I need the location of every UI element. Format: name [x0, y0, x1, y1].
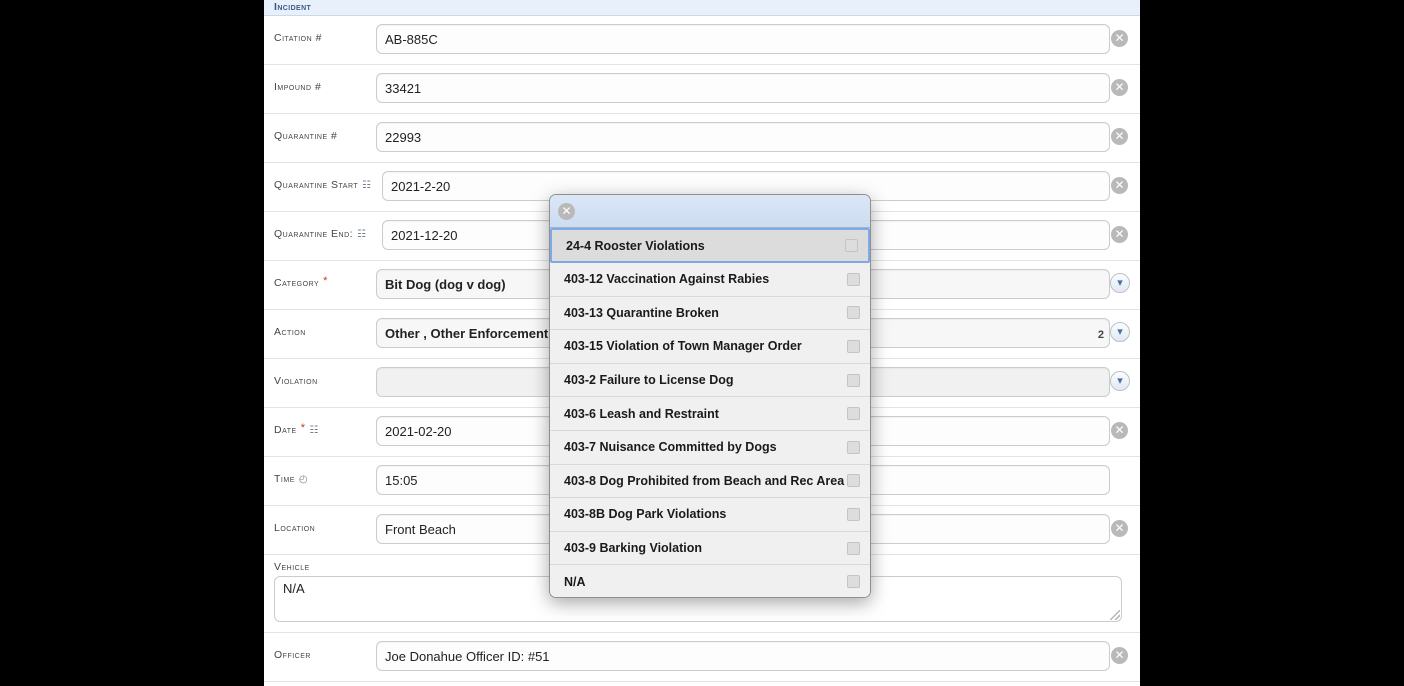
picker-option-label: 403-8 Dog Prohibited from Beach and Rec Area — [564, 473, 845, 488]
picker-option[interactable] — [550, 397, 870, 431]
checkbox-icon[interactable] — [847, 474, 860, 487]
checkbox-icon[interactable] — [847, 508, 860, 521]
field-row-citation — [264, 16, 1140, 65]
calendar-icon[interactable]: ☷ — [357, 229, 367, 240]
label-text: Officer — [274, 649, 311, 661]
clear-icon[interactable]: ✕ — [1111, 128, 1128, 145]
picker-option-label: 403-8B Dog Park Violations — [564, 507, 727, 522]
section-header-incident: Incident — [264, 0, 1140, 16]
picker-option-label: 403-6 Leash and Restraint — [564, 406, 719, 421]
label-text: Date — [274, 424, 297, 436]
field-label-action — [264, 310, 376, 338]
quarantine-start-input[interactable]: 2021-2-20 — [382, 171, 1110, 201]
picker-option-label: 403-7 Nuisance Committed by Dogs — [564, 440, 777, 455]
violation-picker-popup — [549, 194, 871, 598]
field-label-impound — [264, 65, 376, 93]
picker-option-label: 403-12 Vaccination Against Rabies — [564, 272, 770, 287]
field-label-quarantine-start — [264, 163, 382, 191]
label-text: Quarantine # — [274, 130, 338, 142]
clear-icon[interactable]: ✕ — [1111, 177, 1128, 194]
checkbox-icon[interactable] — [847, 575, 860, 588]
clear-icon[interactable]: ✕ — [1111, 79, 1128, 96]
field-label-quarantine-end — [264, 212, 382, 240]
picker-option[interactable] — [550, 498, 870, 532]
checkbox-icon[interactable] — [847, 441, 860, 454]
field-control-officer — [376, 633, 1140, 679]
checkbox-icon[interactable] — [845, 239, 858, 252]
picker-option[interactable] — [550, 431, 870, 465]
field-row-officer — [264, 633, 1140, 682]
chevron-down-icon[interactable]: ▾ — [1110, 273, 1130, 293]
clock-icon[interactable]: ◴ — [298, 474, 309, 485]
location-input[interactable]: Front Beach — [376, 514, 1110, 544]
category-select[interactable]: Bit Dog (dog v dog) — [376, 269, 1110, 299]
checkbox-icon[interactable] — [847, 407, 860, 420]
action-select[interactable]: Other , Other Enforcement — [376, 318, 1110, 348]
officer-input[interactable]: Joe Donahue Officer ID: #51 — [376, 641, 1110, 671]
quarantine-number-input[interactable]: 22993 — [376, 122, 1110, 152]
label-text: Quarantine End: — [274, 228, 354, 240]
picker-option[interactable] — [550, 330, 870, 364]
field-row-quarantine-number — [264, 114, 1140, 163]
impound-input[interactable]: 33421 — [376, 73, 1110, 103]
citation-input[interactable]: AB-885C — [376, 24, 1110, 54]
picker-option-list[interactable] — [550, 228, 870, 598]
picker-option-label: 403-2 Failure to License Dog — [564, 373, 734, 388]
field-control-quarantine-number — [376, 114, 1140, 160]
picker-header — [550, 195, 870, 228]
field-label-quarantine-number — [264, 114, 376, 142]
field-row-impound — [264, 65, 1140, 114]
date-input[interactable]: 2021-02-20 — [376, 416, 1110, 446]
vehicle-textarea[interactable]: N/A — [274, 576, 1122, 622]
clear-icon[interactable]: ✕ — [1111, 647, 1128, 664]
checkbox-icon[interactable] — [847, 273, 860, 286]
field-control-impound — [376, 65, 1140, 111]
field-control-citation — [376, 16, 1140, 62]
clear-icon[interactable]: ✕ — [1111, 30, 1128, 47]
label-text: Action — [274, 326, 306, 338]
picker-option[interactable] — [550, 532, 870, 566]
calendar-icon[interactable]: ☷ — [362, 180, 372, 191]
field-label-date — [264, 408, 376, 436]
chevron-down-icon[interactable]: ▾ — [1110, 322, 1130, 342]
picker-option[interactable] — [550, 297, 870, 331]
field-label-category — [264, 261, 376, 289]
checkbox-icon[interactable] — [847, 340, 860, 353]
checkbox-icon[interactable] — [847, 542, 860, 555]
label-text: Category — [274, 277, 320, 289]
field-label-vehicle: Vehicle — [274, 561, 310, 573]
field-label-violation — [264, 359, 376, 387]
close-icon[interactable]: ✕ — [558, 203, 575, 220]
picker-option[interactable] — [550, 364, 870, 398]
resize-handle-icon[interactable] — [1110, 610, 1120, 620]
calendar-icon[interactable]: ☷ — [309, 425, 319, 436]
picker-option[interactable] — [550, 228, 870, 263]
quarantine-end-input[interactable]: 2021-12-20 — [382, 220, 1110, 250]
checkbox-icon[interactable] — [847, 374, 860, 387]
time-input[interactable]: 15:05 — [376, 465, 1110, 495]
clear-icon[interactable]: ✕ — [1111, 422, 1128, 439]
picker-option-label: N/A — [564, 574, 586, 589]
picker-option-label: 403-9 Barking Violation — [564, 541, 703, 556]
field-label-officer — [264, 633, 376, 661]
label-text: Location — [274, 522, 316, 534]
clear-icon[interactable]: ✕ — [1111, 520, 1128, 537]
label-text: Quarantine Start — [274, 179, 359, 191]
label-text: Time — [274, 473, 295, 485]
label-text: Impound # — [274, 81, 322, 93]
chevron-down-icon[interactable]: ▾ — [1110, 371, 1130, 391]
required-marker: * — [300, 422, 306, 434]
picker-option-label: 403-15 Violation of Town Manager Order — [564, 339, 802, 354]
picker-option[interactable] — [550, 465, 870, 499]
field-label-time — [264, 457, 376, 485]
label-text: Violation — [274, 375, 318, 387]
field-label-location — [264, 506, 376, 534]
label-text: Citation # — [274, 32, 322, 44]
action-count-badge: 2 — [1097, 329, 1104, 341]
clear-icon[interactable]: ✕ — [1111, 226, 1128, 243]
picker-option-label: 24-4 Rooster Violations — [566, 238, 705, 253]
required-marker: * — [323, 275, 328, 287]
checkbox-icon[interactable] — [847, 306, 860, 319]
picker-option-label: 403-13 Quarantine Broken — [564, 305, 719, 320]
picker-option[interactable] — [550, 565, 870, 598]
picker-option[interactable] — [550, 263, 870, 297]
field-label-citation — [264, 16, 376, 44]
